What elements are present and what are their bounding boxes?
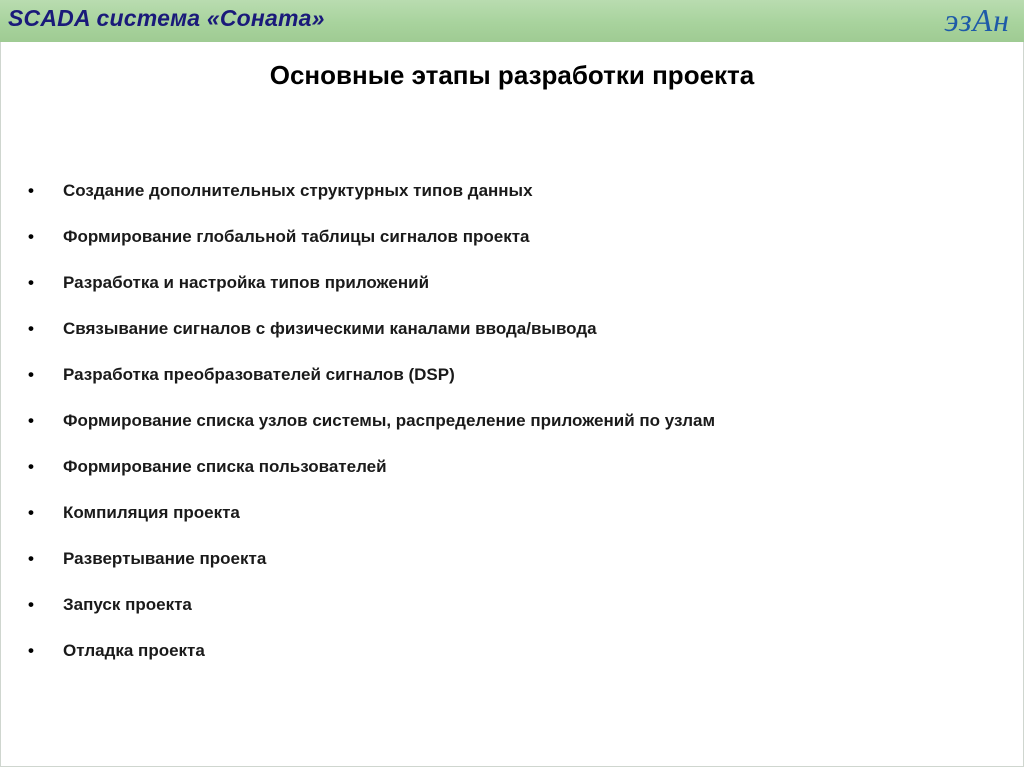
list-item [28,362,715,408]
bullet-icon: • [28,365,34,384]
list-item [28,454,715,500]
ezan-logo [900,0,1010,42]
list-item [28,500,715,546]
stage-text: Запуск проекта [63,595,192,614]
stage-text: Компиляция проекта [63,503,240,522]
bullet-icon: • [28,227,34,246]
list-item [28,316,715,362]
list-item [28,224,715,270]
list-item [28,408,715,454]
stage-text: Связывание сигналов с физическими каналами ввода/вывода [63,319,597,338]
bullet-icon: • [28,181,34,200]
bullet-icon: • [28,549,34,568]
bullet-icon: • [28,319,34,338]
stage-text: Отладка проекта [63,641,205,660]
stage-text: Формирование списка узлов системы, распределение приложений по узлам [63,411,716,430]
bullet-icon: • [28,411,34,430]
stage-text: Создание дополнительных структурных типов данных [63,181,533,200]
list-item [28,638,715,684]
header-title: SCADA система «Соната» [8,5,325,31]
page-title: Основные этапы разработки проекта [269,60,755,90]
bullet-icon: • [28,457,34,476]
list-item [28,178,715,224]
list-item [28,546,715,592]
stage-text: Формирование глобальной таблицы сигналов проекта [63,227,530,246]
bullet-icon: • [28,641,34,660]
stage-text: Разработка и настройка типов приложений [63,273,430,292]
list-item [28,592,715,638]
header-bar [0,0,1024,42]
stage-text: Формирование списка пользователей [63,457,387,476]
stage-list [28,178,715,684]
stage-text: Развертывание проекта [63,549,267,568]
bullet-icon: • [28,595,34,614]
list-item [28,270,715,316]
logo-text: эзАн [944,2,1010,38]
stage-text: Разработка преобразователей сигналов (DSP) [63,365,455,384]
bullet-icon: • [28,273,34,292]
bullet-icon: • [28,503,34,522]
